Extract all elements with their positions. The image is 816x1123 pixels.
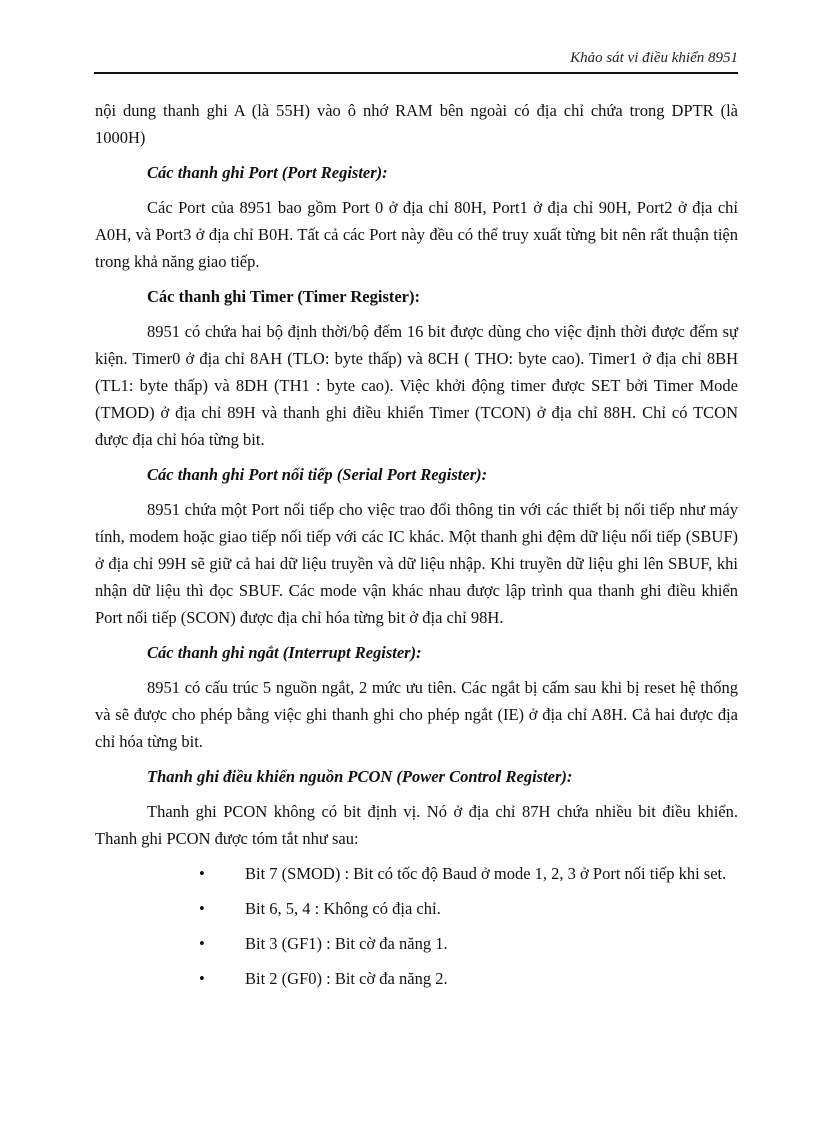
list-item [95, 930, 738, 957]
intro-paragraph: nội dung thanh ghi A (là 55H) vào ô nhớ RAM bên ngoài có địa chỉ chứa trong DPTR (là 1000H) [95, 101, 738, 147]
paragraph-timer-register: 8951 có chứa hai bộ định thời/bộ đếm 16 bit được dùng cho việc định thời được đếm sự kiện. Timer0 ở địa chỉ 8AH (TLO: byte thấp) và 8CH ( THO: byte cao). Timer1 ở địa chỉ 8BH (TL1: byte thấp) và 8DH (TH1 : byte cao). Việc khởi động timer được SET bởi Timer Mode (TMOD) ở địa chỉ 89H và thanh ghi điều khiển Timer (TCON) ở địa chỉ 88H. Chỉ có TCON được địa chỉ hóa từng bit. [95, 322, 738, 449]
paragraph-power-control-register: Thanh ghi PCON không có bit định vị. Nó ở địa chỉ 87H chứa nhiều bit điều khiển. Thanh ghi PCON được tóm tắt như sau: [95, 802, 738, 848]
heading-port-register: Các thanh ghi Port (Port Register): [147, 163, 388, 182]
header-rule [94, 72, 738, 74]
heading-timer-register: Các thanh ghi Timer (Timer Register): [147, 287, 420, 306]
list-item-text: Bit 6, 5, 4 : Không có địa chỉ. [245, 899, 441, 918]
list-item-text: Bit 7 (SMOD) : Bit có tốc độ Baud ở mode 1, 2, 3 ở Port nối tiếp khi set. [245, 864, 727, 883]
page-content [95, 97, 738, 1000]
bullet-icon: • [199, 899, 205, 918]
bullet-icon: • [199, 934, 205, 953]
list-item-text: Bit 2 (GF0) : Bit cờ đa năng 2. [245, 969, 448, 988]
paragraph-interrupt-register: 8951 có cấu trúc 5 nguồn ngắt, 2 mức ưu tiên. Các ngắt bị cấm sau khi bị reset hệ thống và sẽ được cho phép bằng việc ghi thanh ghi cho phép ngắt (IE) ở địa chỉ A8H. Cả hai được địa chỉ hóa từng bit. [95, 678, 738, 751]
running-header: Khảo sát vi điều khiển 8951 [570, 50, 738, 66]
bullet-icon: • [199, 969, 205, 988]
heading-serial-port-register: Các thanh ghi Port nối tiếp (Serial Port Register): [147, 465, 488, 484]
list-item [95, 965, 738, 992]
bullet-icon: • [199, 864, 205, 883]
list-item [95, 860, 738, 887]
paragraph-port-register: Các Port của 8951 bao gồm Port 0 ở địa chỉ 80H, Port1 ở địa chỉ 90H, Port2 ở địa chỉ A0H, và Port3 ở địa chỉ B0H. Tất cả các Port này đều có thể truy xuất từng bit nên rất thuận tiện trong khả năng giao tiếp. [95, 198, 738, 271]
heading-interrupt-register: Các thanh ghi ngắt (Interrupt Register): [147, 643, 422, 662]
paragraph-serial-port-register: 8951 chứa một Port nối tiếp cho việc trao đổi thông tin với các thiết bị nối tiếp như máy tính, modem hoặc giao tiếp nối tiếp với các IC khác. Một thanh ghi đệm dữ liệu nối tiếp (SBUF) ở địa chỉ 99H sẽ giữ cả hai dữ liệu truyền và dữ liệu nhập. Khi truyền dữ liệu ghi lên SBUF, khi nhận dữ liệu thì đọc SBUF. Các mode vận khác nhau được lập trình qua thanh ghi điều khiển Port nối tiếp (SCON) được địa chỉ hóa từng bit ở địa chỉ 98H. [95, 500, 738, 627]
heading-power-control-register: Thanh ghi điều khiển nguồn PCON (Power Control Register): [147, 767, 573, 786]
list-item-text: Bit 3 (GF1) : Bit cờ đa năng 1. [245, 934, 448, 953]
list-item [95, 895, 738, 922]
